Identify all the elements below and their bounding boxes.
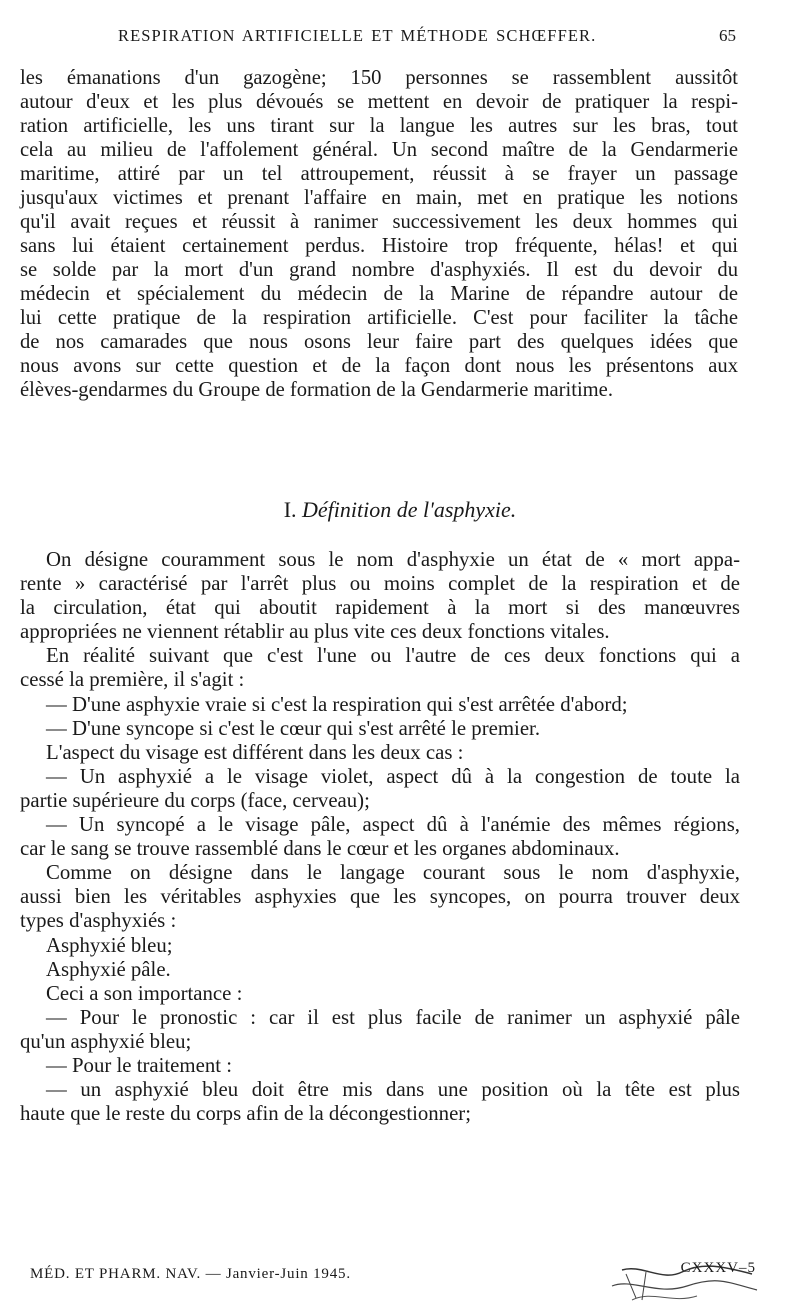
- text-line: lui cette pratique de la respiration artificielle. C'est pour faciliter la tâche: [20, 307, 738, 329]
- text-line: la circulation, état qui aboutit rapidement à la mort si des manœuvres: [20, 596, 740, 620]
- text-line: Ceci a son importance :: [46, 981, 243, 1005]
- text-line: — D'une syncope si c'est le cœur qui s'est arrêté le premier.: [46, 716, 541, 740]
- text-line: jusqu'aux victimes et prenant l'affaire en main, met en pratique les notions: [20, 187, 738, 209]
- text-line: autour d'eux et les plus dévoués se mettent en devoir de pratiquer la respi-: [20, 91, 738, 113]
- section-number: I.: [283, 497, 297, 522]
- text-line: Asphyxié bleu;: [46, 933, 173, 957]
- text-line: élèves-gendarmes du Groupe de formation de la Gendarmerie maritime.: [20, 379, 613, 401]
- signature-label: CXXXV–5: [680, 1260, 756, 1276]
- text-line: partie supérieure du corps (face, cerveau);: [20, 788, 370, 812]
- section-title: Définition de l'asphyxie.: [302, 497, 517, 522]
- text-line: ration artificielle, les uns tirant sur la langue les autres sur les bras, tout: [20, 115, 738, 137]
- text-line: — un asphyxié bleu doit être mis dans une position où la tête est plus: [46, 1078, 740, 1102]
- text-line: types d'asphyxiés :: [20, 909, 177, 933]
- footer-journal: MÉD. ET PHARM. NAV. — Janvier-Juin 1945.: [30, 1266, 351, 1282]
- text-line: — Pour le pronostic : car il est plus facile de ranimer un asphyxié pâle: [46, 1005, 740, 1029]
- paragraph-continuation: [20, 66, 738, 402]
- text-line: cessé la première, il s'agit :: [20, 668, 245, 692]
- text-line: En réalité suivant que c'est l'une ou l'autre de ces deux fonctions qui a: [46, 644, 740, 668]
- signature-mark: [602, 1260, 762, 1306]
- header-title: RESPIRATION ARTIFICIELLE ET MÉTHODE SCHŒFFER.: [118, 26, 597, 45]
- text-line: On désigne couramment sous le nom d'asphyxie un état de « mort appa-: [46, 548, 740, 571]
- text-line: cela au milieu de l'affolement général. Un second maître de la Gendarmerie: [20, 139, 738, 161]
- text-line: nous avons sur cette question et de la façon dont nous les présentons aux: [20, 355, 738, 377]
- section-heading: [0, 497, 800, 523]
- text-line: appropriées ne viennent rétablir au plus vite ces deux fonctions vitales.: [20, 620, 610, 644]
- text-line: — Un asphyxié a le visage violet, aspect dû à la congestion de toute la: [46, 764, 740, 788]
- running-header: [118, 26, 736, 56]
- text-line: L'aspect du visage est différent dans les deux cas :: [46, 740, 464, 764]
- text-line: les émanations d'un gazogène; 150 personnes se rassemblent aussitôt: [20, 67, 738, 89]
- text-line: maritime, attiré par un tel attroupement, réussit à se frayer un passage: [20, 163, 738, 185]
- text-line: aussi bien les véritables asphyxies que les syncopes, on pourra trouver deux: [20, 885, 740, 909]
- text-line: Comme on désigne dans le langage courant sous le nom d'asphyxie,: [46, 861, 740, 885]
- text-line: haute que le reste du corps afin de la décongestionner;: [20, 1102, 472, 1126]
- text-line: qu'un asphyxié bleu;: [20, 1029, 192, 1053]
- text-line: qu'il avait reçues et réussit à ranimer successivement les deux hommes qui: [20, 211, 738, 233]
- page-number: 65: [719, 26, 736, 45]
- text-line: — Un syncopé a le visage pâle, aspect dû à l'anémie des mêmes régions,: [46, 813, 740, 837]
- text-line: se solde par la mort d'un grand nombre d'asphyxiés. Il est du devoir du: [20, 259, 738, 281]
- text-line: — Pour le traitement :: [46, 1053, 232, 1077]
- text-line: sans lui étaient certainement perdus. Histoire trop fréquente, hélas! et qui: [20, 235, 738, 257]
- text-line: de nos camarades que nous osons leur faire part des quelques idées que: [20, 331, 738, 353]
- text-line: médecin et spécialement du médecin de la Marine de répandre autour de: [20, 283, 738, 305]
- page-footer: [30, 1260, 770, 1296]
- text-line: — D'une asphyxie vraie si c'est la respiration qui s'est arrêtée d'abord;: [46, 692, 628, 716]
- text-line: rente » caractérisé par l'arrêt plus ou moins complet de la respiration et de: [20, 572, 740, 596]
- section-body: [20, 548, 740, 1126]
- text-line: Asphyxié pâle.: [46, 957, 171, 981]
- text-line: car le sang se trouve rassemblé dans le cœur et les organes abdominaux.: [20, 837, 620, 861]
